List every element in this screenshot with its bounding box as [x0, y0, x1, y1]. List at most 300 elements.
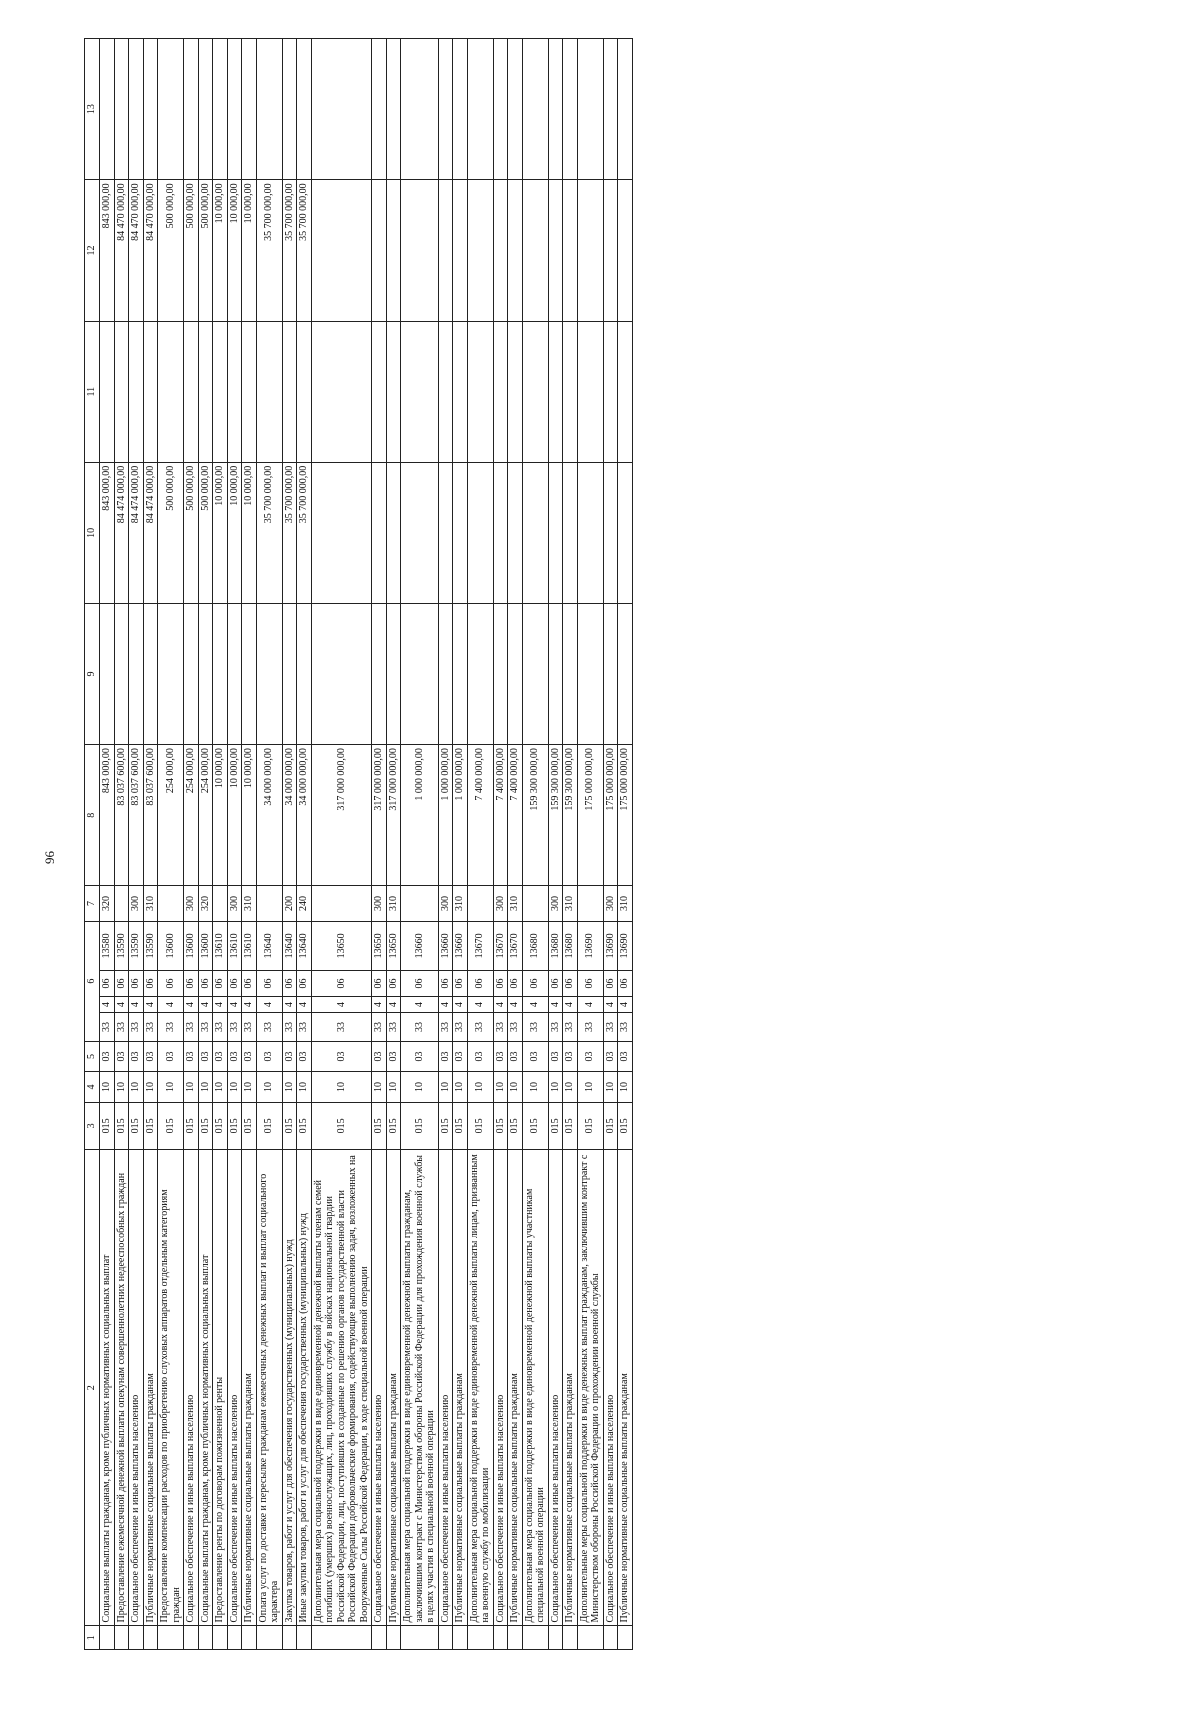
code-subprogram: 06 — [386, 971, 401, 997]
table-row — [548, 39, 563, 1650]
amount-col-8: 175 000 000,00 — [603, 745, 618, 886]
amount-col-11 — [618, 321, 633, 462]
code-expense-type: 300 — [184, 886, 199, 921]
amount-col-13 — [577, 39, 603, 180]
amount-col-9 — [548, 603, 563, 744]
budget-table — [84, 38, 633, 1650]
code-expense-type: 300 — [227, 886, 242, 921]
amount-col-11 — [603, 321, 618, 462]
code-program: 33 — [386, 1013, 401, 1041]
code-admin: 015 — [548, 1102, 563, 1149]
code-section: 10 — [372, 1072, 387, 1103]
code-subprogram: 06 — [256, 971, 282, 997]
code-expense-type — [522, 886, 548, 921]
code-program: 33 — [100, 1013, 115, 1041]
code-program: 33 — [256, 1013, 282, 1041]
row-name: Публичные нормативные социальные выплаты гражданам — [386, 1149, 401, 1626]
amount-col-10 — [522, 462, 548, 603]
row-name: Социальное обеспечение и иные выплаты населению — [227, 1149, 242, 1626]
code-program-type: 4 — [143, 996, 158, 1012]
amount-col-13 — [227, 39, 242, 180]
table-row — [184, 39, 199, 1650]
code-expense-type: 320 — [100, 886, 115, 921]
code-section: 10 — [548, 1072, 563, 1103]
amount-col-8: 7 400 000,00 — [467, 745, 493, 886]
amount-col-9 — [297, 603, 312, 744]
code-subsection: 03 — [143, 1041, 158, 1072]
code-section: 10 — [438, 1072, 453, 1103]
amount-col-10 — [386, 462, 401, 603]
amount-col-13 — [242, 39, 257, 180]
amount-col-9 — [522, 603, 548, 744]
amount-col-10: 10 000,00 — [242, 462, 257, 603]
code-expense-type: 310 — [386, 886, 401, 921]
amount-col-8: 317 000 000,00 — [372, 745, 387, 886]
code-expense-type — [467, 886, 493, 921]
table-row — [100, 39, 115, 1650]
code-section: 10 — [577, 1072, 603, 1103]
amount-col-9 — [401, 603, 439, 744]
amount-col-8: 83 037 600,00 — [129, 745, 144, 886]
amount-col-9 — [129, 603, 144, 744]
code-subsection: 03 — [372, 1041, 387, 1072]
code-program: 33 — [493, 1013, 508, 1041]
col-1-cell — [548, 1626, 563, 1650]
code-program: 33 — [453, 1013, 468, 1041]
amount-col-11 — [522, 321, 548, 462]
code-admin: 015 — [493, 1102, 508, 1149]
amount-col-12 — [493, 180, 508, 321]
table-row — [227, 39, 242, 1650]
table-row — [453, 39, 468, 1650]
table-row — [297, 39, 312, 1650]
code-program: 33 — [297, 1013, 312, 1041]
table-row — [372, 39, 387, 1650]
table-row — [401, 39, 439, 1650]
code-program: 33 — [548, 1013, 563, 1041]
code-expense-type: 300 — [493, 886, 508, 921]
amount-col-13 — [508, 39, 523, 180]
amount-col-10: 84 474 000,00 — [143, 462, 158, 603]
code-target: 13600 — [198, 921, 213, 970]
code-expense-type — [311, 886, 372, 921]
amount-col-9 — [100, 603, 115, 744]
code-program-type: 4 — [213, 996, 228, 1012]
page-number: 96 — [42, 851, 57, 864]
code-subprogram: 06 — [493, 971, 508, 997]
code-subprogram: 06 — [114, 971, 129, 997]
amount-col-9 — [256, 603, 282, 744]
code-program: 33 — [311, 1013, 372, 1041]
amount-col-11 — [508, 321, 523, 462]
code-subprogram: 06 — [282, 971, 297, 997]
code-section: 10 — [453, 1072, 468, 1103]
code-subsection: 03 — [129, 1041, 144, 1072]
row-name: Дополнительная мера социальной поддержки в виде единовременной денежной выплаты лицам, призванным на военную службу по мобилизации — [467, 1149, 493, 1626]
header-col-4: 4 — [85, 1072, 100, 1103]
code-expense-type — [114, 886, 129, 921]
amount-col-10: 843 000,00 — [100, 462, 115, 603]
header-col-7: 7 — [85, 886, 100, 921]
code-subsection: 03 — [563, 1041, 578, 1072]
row-name: Дополнительные меры социальной поддержки в виде денежных выплат гражданам, заключившим контракт с Министерством обороны Российской Федерации о прохождении военной службы — [577, 1149, 603, 1626]
code-program: 33 — [129, 1013, 144, 1041]
amount-col-12: 10 000,00 — [213, 180, 228, 321]
code-admin: 015 — [618, 1102, 633, 1149]
amount-col-9 — [386, 603, 401, 744]
col-1-cell — [184, 1626, 199, 1650]
amount-col-8: 7 400 000,00 — [508, 745, 523, 886]
amount-col-11 — [100, 321, 115, 462]
col-1-cell — [508, 1626, 523, 1650]
code-program-type: 4 — [158, 996, 184, 1012]
code-target: 13670 — [493, 921, 508, 970]
amount-col-11 — [577, 321, 603, 462]
amount-col-13 — [618, 39, 633, 180]
code-program-type: 4 — [453, 996, 468, 1012]
code-section: 10 — [563, 1072, 578, 1103]
code-target: 13590 — [129, 921, 144, 970]
amount-col-11 — [213, 321, 228, 462]
code-subprogram: 06 — [198, 971, 213, 997]
amount-col-13 — [114, 39, 129, 180]
col-1-cell — [577, 1626, 603, 1650]
code-program: 33 — [438, 1013, 453, 1041]
amount-col-9 — [618, 603, 633, 744]
col-1-cell — [438, 1626, 453, 1650]
amount-col-10 — [453, 462, 468, 603]
code-section: 10 — [143, 1072, 158, 1103]
code-program-type: 4 — [100, 996, 115, 1012]
col-1-cell — [618, 1626, 633, 1650]
code-section: 10 — [184, 1072, 199, 1103]
row-name: Публичные нормативные социальные выплаты гражданам — [508, 1149, 523, 1626]
amount-col-13 — [100, 39, 115, 180]
amount-col-11 — [453, 321, 468, 462]
code-admin: 015 — [227, 1102, 242, 1149]
code-subprogram: 06 — [618, 971, 633, 997]
row-name: Публичные нормативные социальные выплаты гражданам — [143, 1149, 158, 1626]
amount-col-13 — [158, 39, 184, 180]
code-expense-type: 240 — [297, 886, 312, 921]
code-admin: 015 — [213, 1102, 228, 1149]
code-section: 10 — [227, 1072, 242, 1103]
code-program: 33 — [618, 1013, 633, 1041]
amount-col-9 — [311, 603, 372, 744]
table-row — [618, 39, 633, 1650]
code-target: 13600 — [158, 921, 184, 970]
amount-col-12: 84 470 000,00 — [129, 180, 144, 321]
header-col-10: 10 — [85, 462, 100, 603]
amount-col-12 — [522, 180, 548, 321]
code-section: 10 — [386, 1072, 401, 1103]
amount-col-12 — [311, 180, 372, 321]
code-subsection: 03 — [508, 1041, 523, 1072]
row-name: Социальное обеспечение и иные выплаты населению — [493, 1149, 508, 1626]
code-subsection: 03 — [184, 1041, 199, 1072]
code-program-type: 4 — [401, 996, 439, 1012]
amount-col-11 — [311, 321, 372, 462]
amount-col-12 — [453, 180, 468, 321]
amount-col-11 — [493, 321, 508, 462]
col-1-cell — [143, 1626, 158, 1650]
row-name: Дополнительная мера социальной поддержки в виде единовременной денежной выплаты участникам специальной военной операции — [522, 1149, 548, 1626]
amount-col-11 — [114, 321, 129, 462]
amount-col-9 — [493, 603, 508, 744]
amount-col-8: 7 400 000,00 — [493, 745, 508, 886]
code-program-type: 4 — [548, 996, 563, 1012]
code-admin: 015 — [563, 1102, 578, 1149]
amount-col-10: 10 000,00 — [227, 462, 242, 603]
code-program: 33 — [508, 1013, 523, 1041]
budget-table-sheet — [84, 38, 1154, 1650]
code-subprogram: 06 — [213, 971, 228, 997]
amount-col-12: 35 700 000,00 — [256, 180, 282, 321]
code-subprogram: 06 — [438, 971, 453, 997]
amount-col-11 — [158, 321, 184, 462]
code-section: 10 — [198, 1072, 213, 1103]
code-subsection: 03 — [438, 1041, 453, 1072]
code-admin: 015 — [467, 1102, 493, 1149]
amount-col-12 — [438, 180, 453, 321]
code-section: 10 — [401, 1072, 439, 1103]
code-subprogram: 06 — [372, 971, 387, 997]
amount-col-9 — [372, 603, 387, 744]
amount-col-12 — [467, 180, 493, 321]
col-1-cell — [401, 1626, 439, 1650]
amount-col-12: 35 700 000,00 — [282, 180, 297, 321]
amount-col-9 — [198, 603, 213, 744]
code-program-type: 4 — [198, 996, 213, 1012]
code-program-type: 4 — [508, 996, 523, 1012]
code-subprogram: 06 — [563, 971, 578, 997]
amount-col-8: 317 000 000,00 — [311, 745, 372, 886]
table-row — [198, 39, 213, 1650]
table-body — [100, 39, 633, 1650]
row-name: Социальные выплаты гражданам, кроме публичных нормативных социальных выплат — [100, 1149, 115, 1626]
code-section: 10 — [129, 1072, 144, 1103]
col-1-cell — [198, 1626, 213, 1650]
code-expense-type — [158, 886, 184, 921]
amount-col-9 — [158, 603, 184, 744]
code-expense-type: 300 — [438, 886, 453, 921]
table-row — [282, 39, 297, 1650]
code-subsection: 03 — [453, 1041, 468, 1072]
code-section: 10 — [603, 1072, 618, 1103]
row-name: Предоставление ренты по договорам пожизненной ренты — [213, 1149, 228, 1626]
amount-col-8: 10 000,00 — [242, 745, 257, 886]
col-1-cell — [213, 1626, 228, 1650]
amount-col-12 — [401, 180, 439, 321]
row-name: Предоставление ежемесячной денежной выплаты опекунам совершеннолетних недееспособных граждан — [114, 1149, 129, 1626]
table-row — [438, 39, 453, 1650]
row-name: Предоставление компенсации расходов по приобретению слуховых аппаратов отдельным категориям граждан — [158, 1149, 184, 1626]
amount-col-13 — [143, 39, 158, 180]
amount-col-10: 500 000,00 — [184, 462, 199, 603]
amount-col-11 — [184, 321, 199, 462]
amount-col-13 — [563, 39, 578, 180]
table-row — [577, 39, 603, 1650]
code-target: 13660 — [453, 921, 468, 970]
code-section: 10 — [256, 1072, 282, 1103]
code-section: 10 — [297, 1072, 312, 1103]
amount-col-12: 500 000,00 — [158, 180, 184, 321]
code-subsection: 03 — [256, 1041, 282, 1072]
code-program: 33 — [213, 1013, 228, 1041]
code-expense-type: 310 — [508, 886, 523, 921]
col-1-cell — [372, 1626, 387, 1650]
amount-col-13 — [453, 39, 468, 180]
code-subsection: 03 — [282, 1041, 297, 1072]
amount-col-10 — [548, 462, 563, 603]
code-section: 10 — [311, 1072, 372, 1103]
table-row — [114, 39, 129, 1650]
col-1-cell — [493, 1626, 508, 1650]
amount-col-10 — [493, 462, 508, 603]
amount-col-11 — [548, 321, 563, 462]
code-expense-type: 310 — [563, 886, 578, 921]
code-target: 13680 — [522, 921, 548, 970]
col-1-cell — [386, 1626, 401, 1650]
code-expense-type: 310 — [618, 886, 633, 921]
col-1-cell — [522, 1626, 548, 1650]
amount-col-8: 1 000 000,00 — [401, 745, 439, 886]
table-row — [129, 39, 144, 1650]
code-program-type: 4 — [242, 996, 257, 1012]
code-program-type: 4 — [129, 996, 144, 1012]
code-expense-type: 200 — [282, 886, 297, 921]
amount-col-13 — [311, 39, 372, 180]
row-name: Дополнительная мера социальной поддержки в виде единовременной денежной выплаты гражданам, заключившим контракт с Министерством обороны Российской Федерации для прохождения военной службы в целях участия в специальной военной операции — [401, 1149, 439, 1626]
code-target: 13580 — [100, 921, 115, 970]
amount-col-13 — [372, 39, 387, 180]
code-subprogram: 06 — [453, 971, 468, 997]
code-expense-type: 300 — [129, 886, 144, 921]
row-name: Публичные нормативные социальные выплаты гражданам — [453, 1149, 468, 1626]
table-row — [467, 39, 493, 1650]
amount-col-13 — [522, 39, 548, 180]
table-row — [522, 39, 548, 1650]
row-name: Закупка товаров, работ и услуг для обеспечения государственных (муниципальных) нужд — [282, 1149, 297, 1626]
code-subsection: 03 — [386, 1041, 401, 1072]
code-program: 33 — [242, 1013, 257, 1041]
amount-col-13 — [493, 39, 508, 180]
code-admin: 015 — [158, 1102, 184, 1149]
code-admin: 015 — [297, 1102, 312, 1149]
amount-col-10 — [603, 462, 618, 603]
amount-col-9 — [242, 603, 257, 744]
code-admin: 015 — [603, 1102, 618, 1149]
code-expense-type — [401, 886, 439, 921]
header-col-9: 9 — [85, 603, 100, 744]
code-target: 13680 — [563, 921, 578, 970]
code-expense-type: 310 — [143, 886, 158, 921]
amount-col-10 — [508, 462, 523, 603]
col-1-cell — [158, 1626, 184, 1650]
amount-col-8: 159 300 000,00 — [548, 745, 563, 886]
amount-col-12: 500 000,00 — [184, 180, 199, 321]
col-1-cell — [114, 1626, 129, 1650]
code-expense-type — [256, 886, 282, 921]
col-1-cell — [227, 1626, 242, 1650]
code-subsection: 03 — [603, 1041, 618, 1072]
amount-col-11 — [227, 321, 242, 462]
header-col-5: 5 — [85, 1041, 100, 1072]
code-target: 13590 — [114, 921, 129, 970]
code-program: 33 — [227, 1013, 242, 1041]
row-name: Публичные нормативные социальные выплаты гражданам — [563, 1149, 578, 1626]
row-name: Социальное обеспечение и иные выплаты населению — [184, 1149, 199, 1626]
code-subprogram: 06 — [227, 971, 242, 997]
row-name: Дополнительная мера социальной поддержки в виде единовременной денежной выплаты членам семей погибших (умерших) военнослужащих, лиц, проходивших службу в войсках национальной гвардии Российской Федерации, лиц, поступивших в созданные по решению органов государственной власти Российской Федерации добровольческие формирования, содействующие выполнению задач, возложенных на Вооруженные Силы Российской Федерации, в ходе специальной военной операции — [311, 1149, 372, 1626]
code-subprogram: 06 — [577, 971, 603, 997]
code-program: 33 — [184, 1013, 199, 1041]
code-expense-type: 300 — [372, 886, 387, 921]
amount-col-11 — [467, 321, 493, 462]
code-program: 33 — [577, 1013, 603, 1041]
code-subsection: 03 — [311, 1041, 372, 1072]
code-program-type: 4 — [577, 996, 603, 1012]
amount-col-10 — [618, 462, 633, 603]
code-target: 13670 — [508, 921, 523, 970]
col-1-cell — [603, 1626, 618, 1650]
code-target: 13690 — [618, 921, 633, 970]
code-section: 10 — [467, 1072, 493, 1103]
code-subsection: 03 — [522, 1041, 548, 1072]
code-subsection: 03 — [467, 1041, 493, 1072]
code-subprogram: 06 — [297, 971, 312, 997]
code-subsection: 03 — [227, 1041, 242, 1072]
amount-col-9 — [227, 603, 242, 744]
code-program-type: 4 — [227, 996, 242, 1012]
code-admin: 015 — [256, 1102, 282, 1149]
code-admin: 015 — [372, 1102, 387, 1149]
table-row — [603, 39, 618, 1650]
code-target: 13640 — [282, 921, 297, 970]
code-program-type: 4 — [256, 996, 282, 1012]
code-section: 10 — [282, 1072, 297, 1103]
code-section: 10 — [213, 1072, 228, 1103]
amount-col-12: 10 000,00 — [242, 180, 257, 321]
amount-col-9 — [577, 603, 603, 744]
code-subsection: 03 — [548, 1041, 563, 1072]
code-subprogram: 06 — [508, 971, 523, 997]
col-1-cell — [242, 1626, 257, 1650]
amount-col-9 — [467, 603, 493, 744]
amount-col-9 — [114, 603, 129, 744]
row-name: Оплата услуг по доставке и пересылке гражданам ежемесячных денежных выплат и выплат социального характера — [256, 1149, 282, 1626]
amount-col-12 — [508, 180, 523, 321]
code-section: 10 — [618, 1072, 633, 1103]
code-program: 33 — [401, 1013, 439, 1041]
amount-col-10: 500 000,00 — [198, 462, 213, 603]
table-row — [256, 39, 282, 1650]
amount-col-8: 1 000 000,00 — [438, 745, 453, 886]
code-admin: 015 — [453, 1102, 468, 1149]
code-program: 33 — [467, 1013, 493, 1041]
code-target: 13660 — [438, 921, 453, 970]
table-row — [508, 39, 523, 1650]
row-name: Социальные выплаты гражданам, кроме публичных нормативных социальных выплат — [198, 1149, 213, 1626]
amount-col-8: 34 000 000,00 — [297, 745, 312, 886]
amount-col-12 — [372, 180, 387, 321]
amount-col-11 — [129, 321, 144, 462]
header-col-1: 1 — [85, 1626, 100, 1650]
code-target: 13650 — [386, 921, 401, 970]
code-program-type: 4 — [618, 996, 633, 1012]
code-subsection: 03 — [297, 1041, 312, 1072]
code-subsection: 03 — [198, 1041, 213, 1072]
